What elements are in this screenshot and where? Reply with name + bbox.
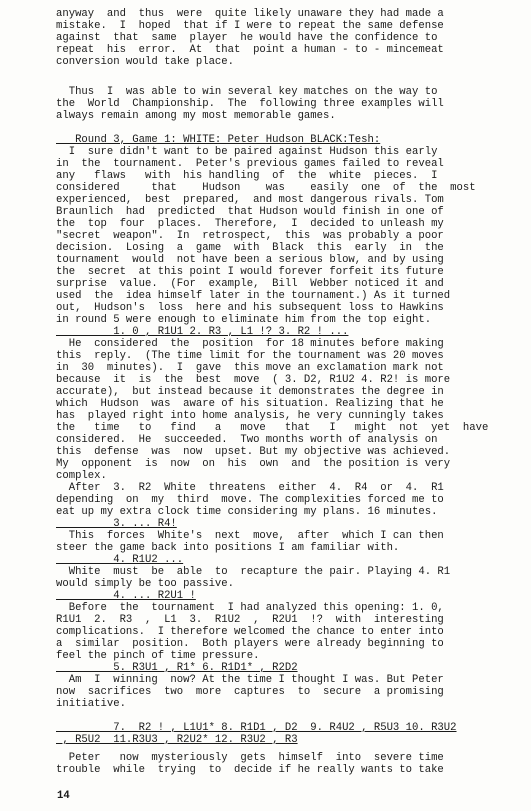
text-line: "secret weapon". In retrospect, this was probably a poor (56, 230, 444, 242)
text-line: out, Hudson's loss here and his subsequent loss to Hawkins (56, 302, 444, 314)
text-line: feel the pinch of time pressure. (56, 650, 260, 662)
text-line: repeat his error. At that point a human - to - mincemeat (56, 44, 444, 56)
text-line: I sure didn't want to be paired against Hudson this early (56, 146, 438, 158)
text-line: the secret at this point I would forever forfeit its future (56, 266, 444, 278)
text-line: Braunlich had predicted that Hudson would finish in one of (56, 206, 444, 218)
text-line: Thus I was able to win several key matches on the way to (56, 86, 438, 98)
text-line: steer the game back into positions I am familiar with. (56, 542, 400, 554)
text-line: this defense was now upset. But my objective was achieved. (56, 446, 451, 458)
text-line: He considered the position for 18 minutes before making (56, 338, 444, 350)
text-line: Peter now mysteriously gets himself into severe time (56, 752, 444, 764)
text-line: trouble while trying to decide if he really wants to take (56, 764, 444, 776)
text-line: This forces White's next move, after which I can then (56, 530, 444, 542)
text-line: against that same player he would have the confidence to (56, 32, 438, 44)
game-heading: Round 3, Game 1: WHITE: Peter Hudson BLACK:Tesh: (56, 134, 381, 146)
text-line: used the idea himself later in the tournament.) As it turned (56, 290, 451, 302)
text-line: conversion would take place. (56, 56, 235, 68)
text-line: complications. I therefore welcomed the chance to enter into (56, 626, 444, 638)
text-line: considered that Hudson was easily one of the most (56, 182, 476, 194)
move-line: 5. R3U1 , R1* 6. R1D1* , R2D2 (56, 662, 298, 674)
text-line: which Hudson was aware of his situation. Realizing that he (56, 398, 444, 410)
text-line: Before the tournament I had analyzed this opening: 1. 0, (56, 602, 444, 614)
text-line: mistake. I hoped that if I were to repeat the same defense (56, 20, 444, 32)
text-line: has played right into home analysis, he very cunningly takes (56, 410, 444, 422)
text-line: now sacrifices two more captures to secure a promising (56, 686, 444, 698)
text-line: complex. (56, 470, 107, 482)
text-line: accurate), but instead because it demonstrates the degree in (56, 386, 444, 398)
text-line: always remain among my most memorable games. (56, 110, 336, 122)
text-line: in 30 minutes). I gave this move an exclamation mark not (56, 362, 444, 374)
text-line: the top four places. Therefore, I decided to unleash my (56, 218, 444, 230)
text-line: decision. Losing a game with Black this early in the (56, 242, 444, 254)
text-line: eat up my extra clock time considering my plans. 16 minutes. (56, 506, 438, 518)
text-line: White must be able to recapture the pair. Playing 4. R1 (56, 566, 451, 578)
text-line: experienced, best prepared, and most dangerous rivals. Tom (56, 194, 444, 206)
text-line: in round 5 were enough to eliminate him from the top eight. (56, 314, 432, 326)
move-line: 7. R2 ! , L1U1* 8. R1D1 , D2 9. R4U2 , R5U3 10. R3U2 (56, 722, 457, 734)
text-line: considered. He succeeded. Two months worth of analysis on (56, 434, 438, 446)
move-line: 4. ... R2U1 ! (56, 590, 196, 602)
text-line: R1U1 2. R3 , L1 3. R1U2 , R2U1 !? with interesting (56, 614, 444, 626)
text-line: initiative. (56, 698, 126, 710)
text-line: Am I winning now? At the time I thought I was. But Peter (56, 674, 444, 686)
text-line: the World Championship. The following three examples will (56, 98, 444, 110)
text-line: a similar position. Both players were already beginning to (56, 638, 444, 650)
text-line: in the tournament. Peter's previous games failed to reveal (56, 158, 444, 170)
move-line: 3. ... R4! (56, 518, 177, 530)
move-line: 1. 0 , R1U1 2. R3 , L1 !? 3. R2 ! ... (56, 326, 349, 338)
text-line: would simply be too passive. (56, 578, 235, 590)
text-line: After 3. R2 White threatens either 4. R4 or 4. R1 (56, 482, 444, 494)
text-line: tournament would not have been a serious blow, and by using (56, 254, 444, 266)
move-line: 4. R1U2 ... (56, 554, 184, 566)
text-line: surprise value. (For example, Bill Webber noticed it and (56, 278, 444, 290)
text-line: depending on my third move. The complexities forced me to (56, 494, 444, 506)
text-line: because it is the best move ( 3. D2, R1U2 4. R2! is more (56, 374, 451, 386)
page-number: 14 (57, 790, 70, 802)
text-line: this reply. (The time limit for the tournament was 20 moves (56, 350, 444, 362)
text-line: anyway and thus were quite likely unaware they had made a (56, 8, 444, 20)
move-line: , R5U2 11.R3U3 , R2U2* 12. R3U2 , R3 (56, 734, 298, 746)
text-line: any flaws with his handling of the white pieces. I (56, 170, 438, 182)
text-line: the time to find a move that I might not yet have (56, 422, 489, 434)
text-line: My opponent is now on his own and the position is very (56, 458, 451, 470)
